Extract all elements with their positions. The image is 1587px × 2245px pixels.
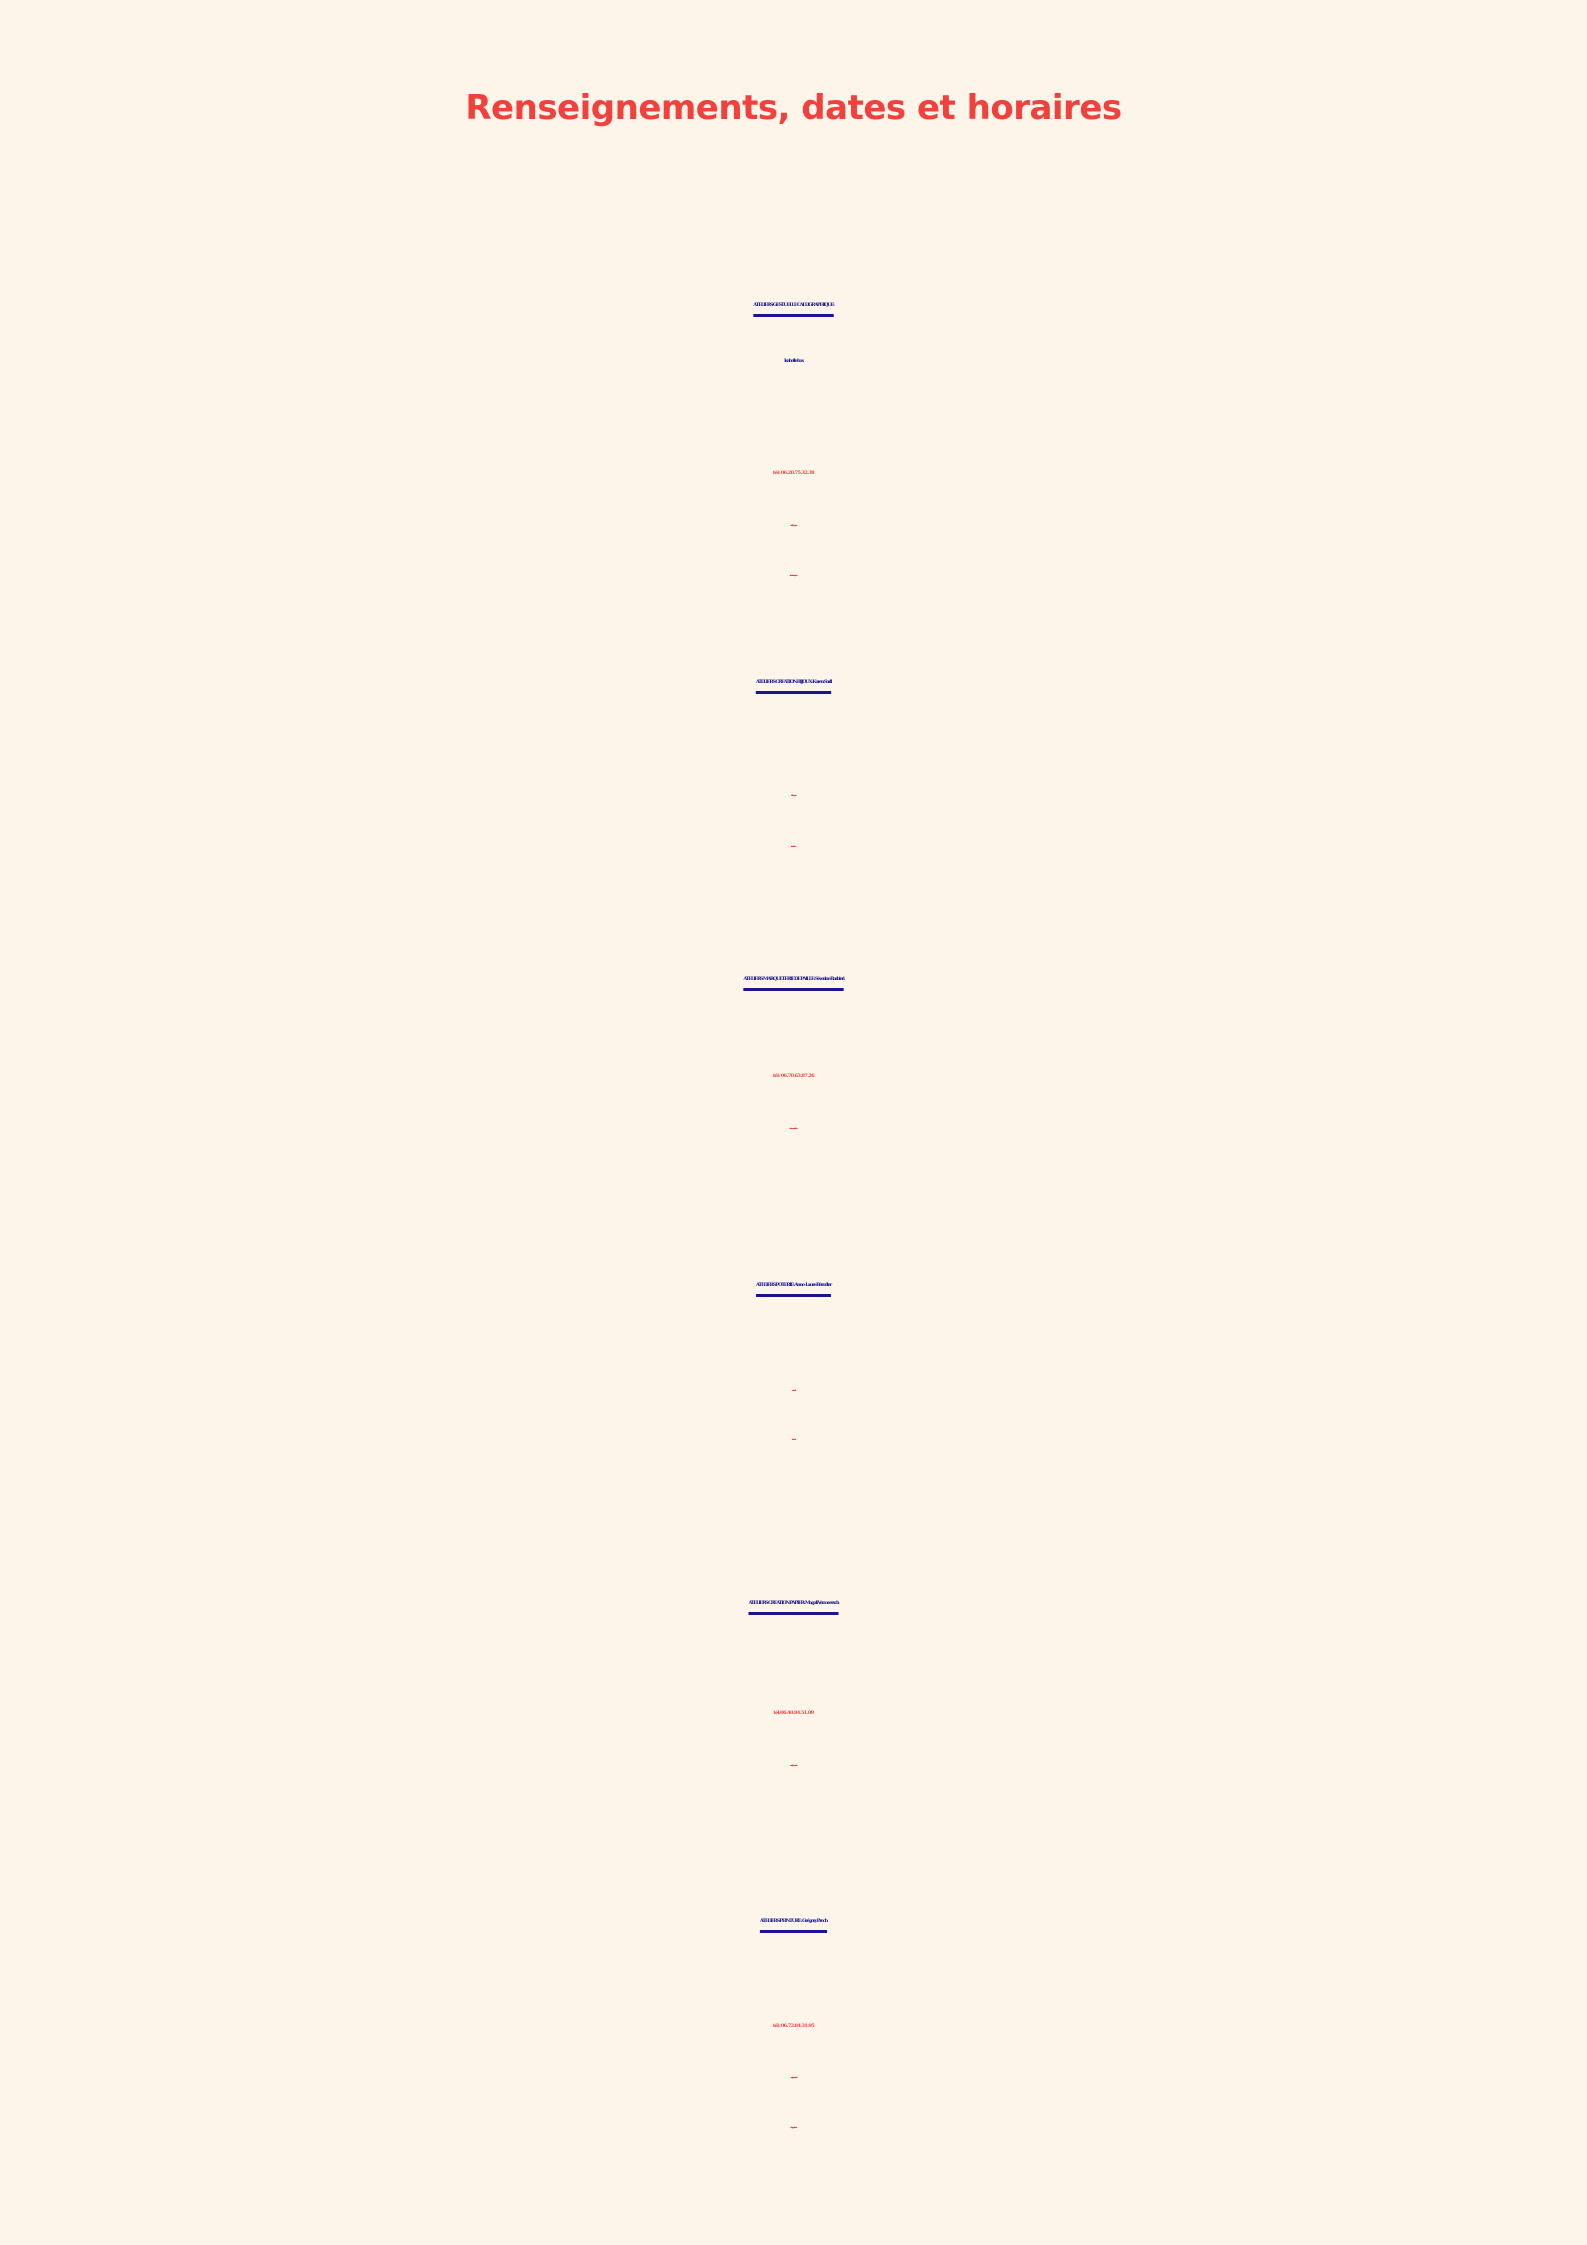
workshop-email[interactable]: mail: gregoryproch@yahoo.fr [790,2077,797,2079]
workshop-email[interactable]: mail: contac@al-terre.fr [792,1390,795,1392]
workshop-email[interactable]: mail: bosisabelle84@gmail.com [790,525,797,527]
workshop-email[interactable]: mail: magali2v2a@gmail.com [790,1765,797,1767]
workshop-website[interactable]: site internet : www.zabelcrea.wordpress.com [790,575,797,577]
workshop-website[interactable]: site internet: gregoryproch.my.canva.site [790,2127,797,2129]
workshop-heading: ATELIERS CREATION PAPIER: Magali Vermeersch [748,1600,839,1606]
workshop-heading: ATELIERS GESTUELLE CALLIGRAPHIQUE: [753,302,834,308]
workshop-phone: tél:06.40.84.51.09 [773,1710,814,1716]
workshop-email[interactable]: mail: lavidalerie@gmail.com [791,795,796,797]
workshop-heading: ATELIERS POTERIE: Anne- Laure Bérodier [756,1282,831,1288]
workshop-website[interactable]: site internet: www.marqueterie-barbieri.com [789,1128,798,1130]
workshop-heading: ATELIERS MARQUETERIE DE PAILLE: Séverine Barbieri [743,976,844,982]
workshop-website[interactable]: site internet: www.lavidalerie.com [791,846,796,848]
workshop-website[interactable]: site internet: www.al-terre.fr [792,1439,795,1441]
workshop-heading: ATELIERS PEINTURE : Grégory Proch [759,1918,828,1924]
workshop-phone: tél: 06.20.75.32.38 [772,470,815,476]
workshop-heading: ATELIERS CREATION BIJOUX: Karen Sarll [755,679,832,685]
workshop-phone: tél: 06.72.84.31.95 [772,2023,815,2029]
workshop-phone: tél: 06.70.63.87.26 [772,1073,815,1079]
page-title: Renseignements, dates et horaires [465,88,1122,128]
workshop-instructor: Isabelle bos [783,358,804,364]
